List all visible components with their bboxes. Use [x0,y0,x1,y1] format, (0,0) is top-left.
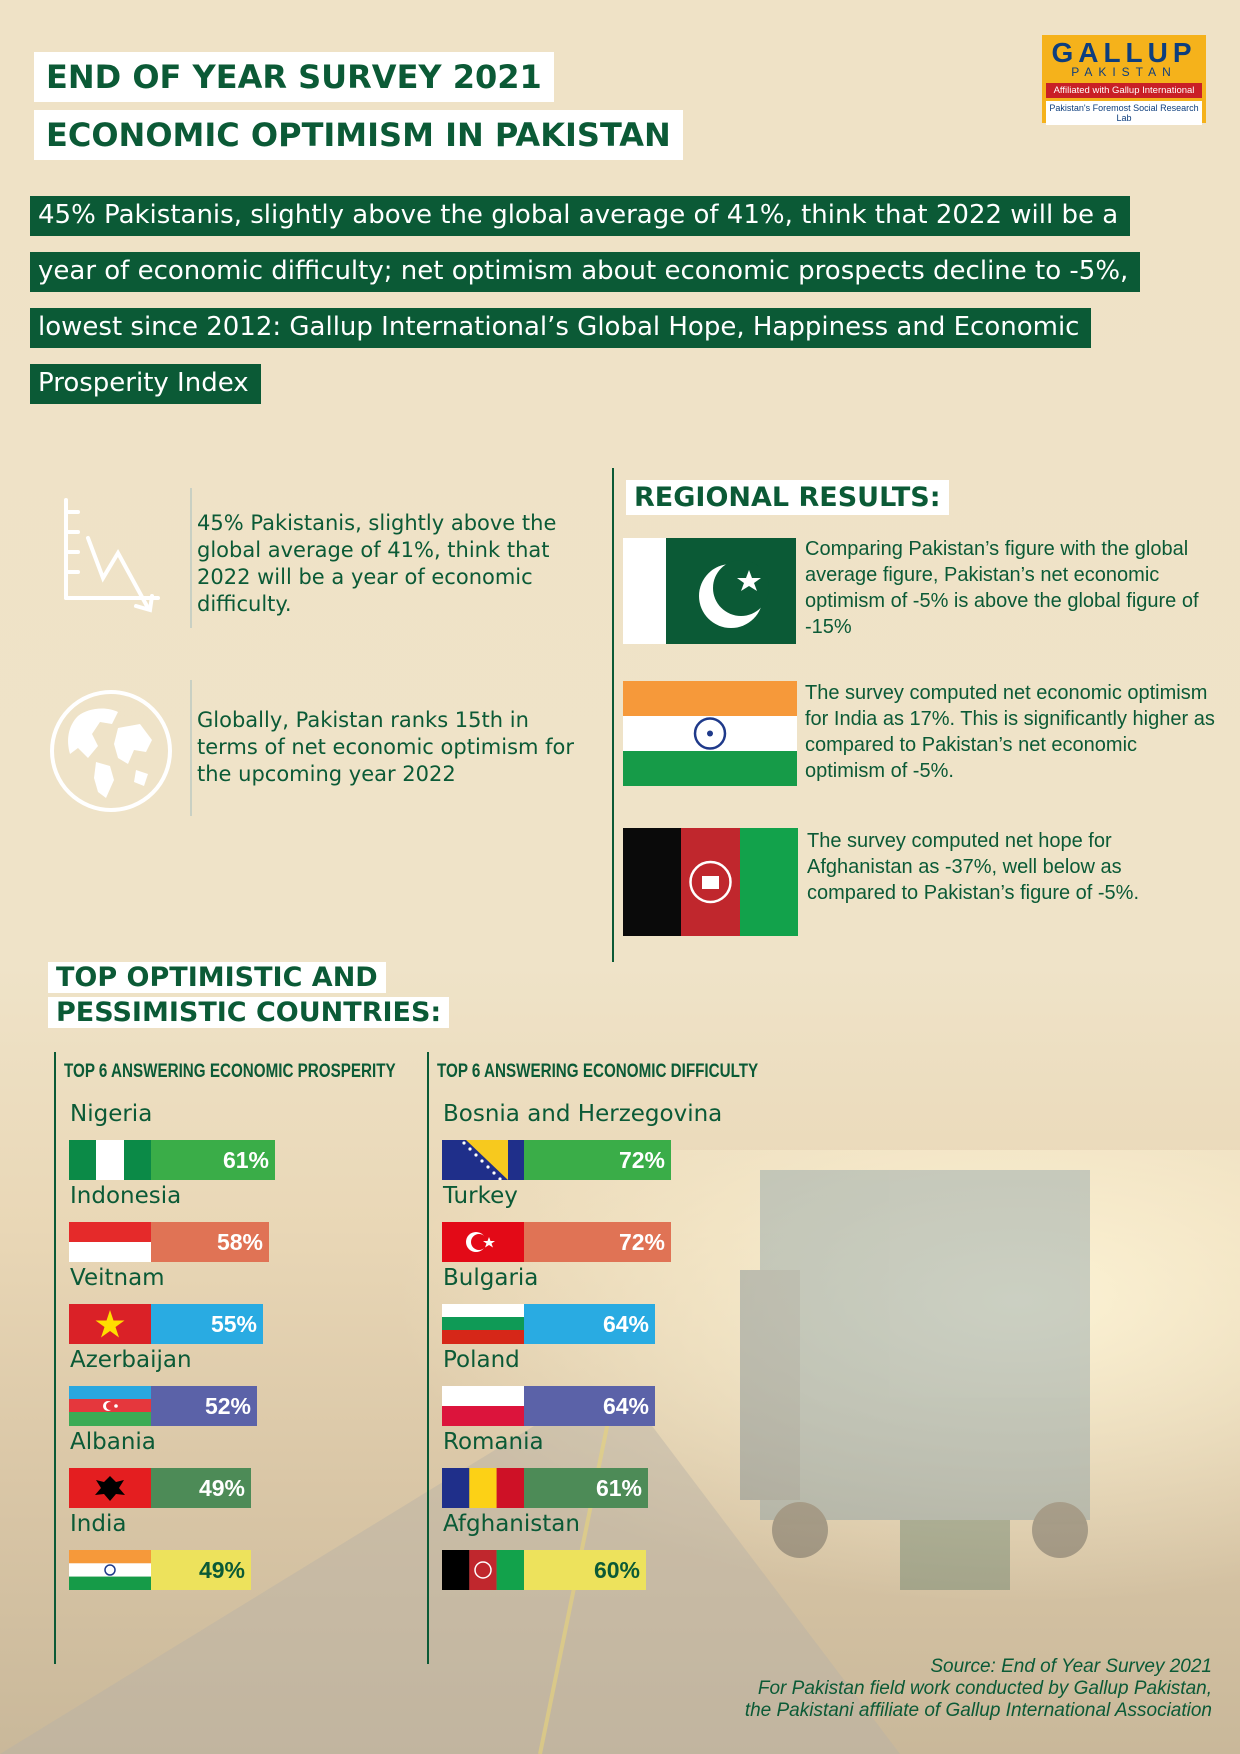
bar [524,1304,655,1344]
logo-country: PAKISTAN [1071,65,1177,79]
country-name: Azerbaijan [70,1347,192,1373]
poland-flag [442,1386,524,1426]
bar-value-label: 64% [602,1311,649,1337]
info-difficulty-text: 45% Pakistanis, slightly above the global average of 41%, think that 2022 will be a year of economic difficulty. [197,511,557,616]
chart-left-divider [54,1052,56,1664]
country-name: Afghanistan [443,1511,580,1537]
logo-name: GALLUP [1051,37,1197,68]
summary-line: year of economic difficulty; net optimism about economic prospects decline to -5%, [30,252,1140,292]
logo-affiliation: Affiliated with Gallup International [1046,83,1202,98]
afghanistan-flag [442,1550,524,1590]
bar [151,1140,275,1180]
regional-heading: REGIONAL RESULTS: [626,480,949,515]
main-subtitle: ECONOMIC OPTIMISM IN PAKISTAN [34,110,683,160]
globe-icon [48,688,174,814]
source-line: Source: End of Year Survey 2021 [930,1656,1212,1677]
summary-line: Prosperity Index [30,364,261,404]
bar-value-label: 61% [595,1475,642,1501]
country-name: Bulgaria [443,1265,539,1291]
regional-india-text: The survey computed net economic optimism for India as 17%. This is significantly higher as compared to Pakistan’s net economic optimism of -5%. [805,682,1215,782]
summary-line: lowest since 2012: Gallup International’s Global Hope, Happiness and Economic [30,308,1091,348]
country-name: Veitnam [70,1265,165,1291]
bulgaria-flag [442,1304,524,1344]
country-name: Romania [443,1429,544,1455]
albania-flag [69,1468,151,1508]
bar-value-label: 55% [210,1311,257,1337]
gallup-pakistan-logo [1042,35,1206,123]
country-name: Indonesia [70,1183,182,1209]
afghanistan-flag [623,828,798,936]
logo-tagline: Pakistan's Foremost Social Research Lab [1046,101,1202,125]
bar-value-label: 64% [602,1393,649,1419]
country-name: Albania [70,1429,156,1455]
bar [524,1468,648,1508]
top-countries-heading-line1: TOP OPTIMISTIC AND [48,962,386,993]
bar [151,1386,257,1426]
bar [524,1550,646,1590]
country-name: Bosnia and Herzegovina [443,1101,723,1127]
regional-divider [612,468,614,962]
divider [190,680,192,816]
source-line: the Pakistani affiliate of Gallup International Association [744,1700,1212,1721]
bar-value-label: 58% [216,1229,263,1255]
turkey-flag [442,1222,524,1262]
bar-value-label: 61% [222,1147,269,1173]
bar [151,1222,269,1262]
nigeria-flag [69,1140,151,1180]
bar [524,1386,655,1426]
vietnam-flag [69,1304,151,1344]
top-countries-heading-line2: PESSIMISTIC COUNTRIES: [48,997,449,1028]
bar-value-label: 60% [593,1557,640,1583]
bar [151,1468,251,1508]
divider [190,488,192,628]
bar-value-label: 52% [204,1393,251,1419]
info-ranking-text: Globally, Pakistan ranks 15th in terms of net economic optimism for the upcoming year 2022 [197,708,575,786]
pakistan-flag [623,538,796,644]
country-name: Turkey [443,1183,518,1209]
bar [151,1550,251,1590]
bar [524,1140,671,1180]
bosnia-flag [442,1140,524,1180]
chart-decline-icon [58,498,173,620]
bar-value-label: 49% [198,1557,245,1583]
difficulty-chart-title: TOP 6 ANSWERING ECONOMIC DIFFICULTY [437,1061,759,1082]
india-flag [69,1550,151,1590]
prosperity-chart-title: TOP 6 ANSWERING ECONOMIC PROSPERITY [64,1061,396,1082]
romania-flag [442,1468,524,1508]
chart-right-divider [427,1052,429,1664]
country-name: India [70,1511,127,1537]
source-line: For Pakistan field work conducted by Gallup Pakistan, [757,1678,1212,1699]
country-name: Poland [443,1347,520,1373]
bar [524,1222,671,1262]
summary-line: 45% Pakistanis, slightly above the global average of 41%, think that 2022 will be a [30,196,1130,236]
source-note [745,1656,1212,1722]
regional-pakistan-text: Comparing Pakistan’s figure with the global average figure, Pakistan’s net economic optimism of -5% is above the global figure of -15% [805,538,1199,638]
india-flag [623,681,797,786]
main-title: END OF YEAR SURVEY 2021 [34,52,554,102]
bar [151,1304,263,1344]
azerbaijan-flag [69,1386,151,1426]
bar-value-label: 72% [618,1229,665,1255]
indonesia-flag [69,1222,151,1262]
regional-afghanistan-text: The survey computed net hope for Afghanistan as -37%, well below as compared to Pakistan’s figure of -5%. [807,830,1140,904]
bar-value-label: 72% [618,1147,665,1173]
country-name: Nigeria [70,1101,153,1127]
bar-value-label: 49% [198,1475,245,1501]
